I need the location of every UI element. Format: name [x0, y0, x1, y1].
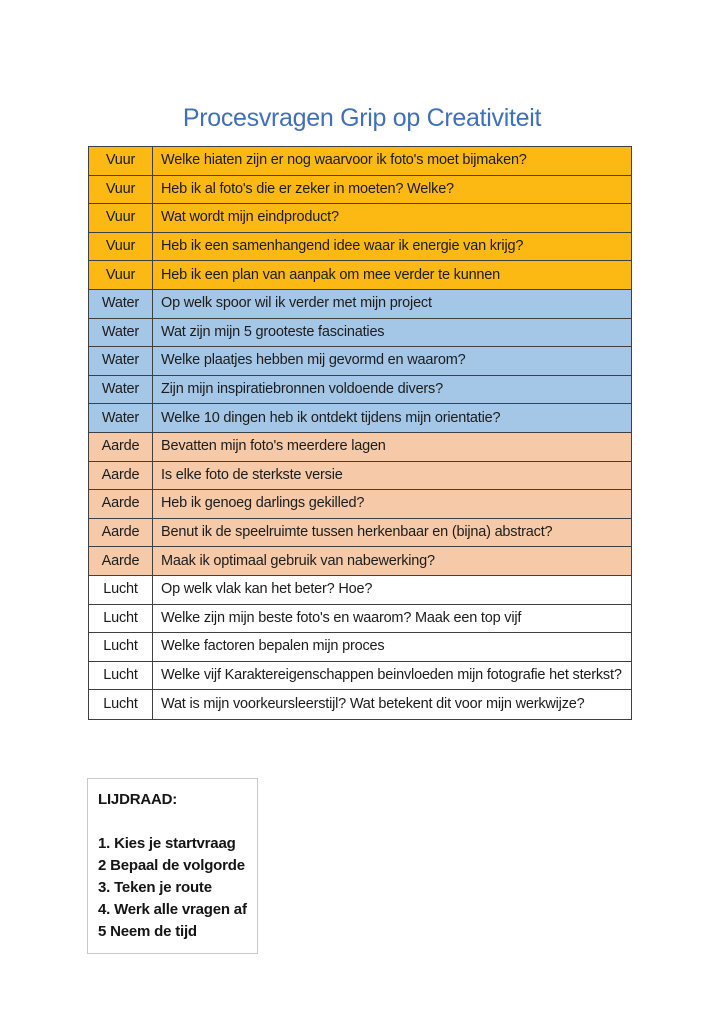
category-cell: Vuur	[89, 147, 153, 175]
category-cell: Vuur	[89, 261, 153, 289]
category-cell: Vuur	[89, 204, 153, 232]
table-row	[89, 147, 631, 176]
table-row	[89, 605, 631, 634]
table-row	[89, 433, 631, 462]
guide-step: 4. Werk alle vragen af	[98, 901, 247, 918]
category-cell: Water	[89, 404, 153, 432]
category-cell: Aarde	[89, 433, 153, 461]
category-cell: Lucht	[89, 662, 153, 690]
table-row	[89, 176, 631, 205]
question-cell: Benut ik de speelruimte tussen herkenbaar en (bijna) abstract?	[161, 524, 553, 541]
question-cell: Maak ik optimaal gebruik van nabewerking?	[161, 552, 435, 569]
question-cell: Wat wordt mijn eindproduct?	[161, 209, 339, 226]
guide-step: 5 Neem de tijd	[98, 923, 197, 940]
question-cell: Zijn mijn inspiratiebronnen voldoende divers?	[161, 381, 443, 398]
table-row	[89, 233, 631, 262]
category-cell: Lucht	[89, 605, 153, 633]
table-row	[89, 204, 631, 233]
guide-step: 2 Bepaal de volgorde	[98, 857, 245, 874]
question-cell: Welke hiaten zijn er nog waarvoor ik foto's moet bijmaken?	[161, 152, 527, 169]
category-cell: Water	[89, 290, 153, 318]
question-cell: Is elke foto de sterkste versie	[161, 466, 343, 483]
category-cell: Aarde	[89, 547, 153, 575]
table-row	[89, 490, 631, 519]
question-cell: Op welk spoor wil ik verder met mijn project	[161, 295, 432, 312]
question-cell: Welke zijn mijn beste foto's en waarom? Maak een top vijf	[161, 609, 522, 626]
question-cell: Heb ik al foto's die er zeker in moeten? Welke?	[161, 180, 454, 197]
category-cell: Water	[89, 376, 153, 404]
category-cell: Aarde	[89, 462, 153, 490]
question-cell: Heb ik een samenhangend idee waar ik energie van krijg?	[161, 238, 524, 255]
category-cell: Aarde	[89, 490, 153, 518]
table-row	[89, 376, 631, 405]
category-cell: Water	[89, 319, 153, 347]
category-cell: Vuur	[89, 176, 153, 204]
category-cell: Lucht	[89, 633, 153, 661]
category-cell: Vuur	[89, 233, 153, 261]
table-row	[89, 519, 631, 548]
table-row	[89, 404, 631, 433]
guide-step: 1. Kies je startvraag	[98, 835, 236, 852]
guide-steps	[98, 833, 249, 943]
table-row	[89, 261, 631, 290]
table-row	[89, 290, 631, 319]
table-row	[89, 576, 631, 605]
question-cell: Welke factoren bepalen mijn proces	[161, 638, 385, 655]
category-cell: Lucht	[89, 576, 153, 604]
table-row	[89, 319, 631, 348]
question-cell: Bevatten mijn foto's meerdere lagen	[161, 438, 386, 455]
guide-step: 3. Teken je route	[98, 879, 212, 896]
table-row	[89, 547, 631, 576]
question-cell: Heb ik genoeg darlings gekilled?	[161, 495, 365, 512]
guide-heading: LIJDRAAD:	[98, 791, 178, 808]
question-cell: Welke vijf Karaktereigenschappen beinvloeden mijn fotografie het sterkst?	[161, 666, 622, 683]
table-row	[89, 347, 631, 376]
category-cell: Aarde	[89, 519, 153, 547]
question-cell: Welke plaatjes hebben mij gevormd en waarom?	[161, 352, 466, 369]
process-table	[88, 146, 632, 720]
question-cell: Welke 10 dingen heb ik ontdekt tijdens mijn orientatie?	[161, 409, 501, 426]
guide-box	[87, 778, 258, 954]
category-cell: Water	[89, 347, 153, 375]
question-cell: Heb ik een plan van aanpak om mee verder te kunnen	[161, 266, 501, 283]
question-cell: Wat zijn mijn 5 grooteste fascinaties	[161, 323, 385, 340]
table-row	[89, 662, 631, 691]
category-cell: Lucht	[89, 690, 153, 719]
question-cell: Wat is mijn voorkeursleerstijl? Wat betekent dit voor mijn werkwijze?	[161, 696, 585, 713]
table-row	[89, 690, 631, 719]
table-row	[89, 462, 631, 491]
table-row	[89, 633, 631, 662]
question-cell: Op welk vlak kan het beter? Hoe?	[161, 581, 373, 598]
page-title: Procesvragen Grip op Creativiteit	[182, 104, 542, 132]
